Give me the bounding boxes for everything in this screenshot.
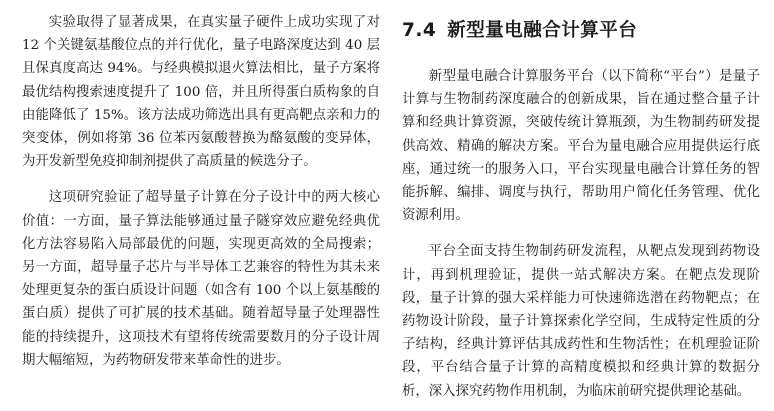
right-column: [402, 0, 760, 403]
left-column: [22, 0, 380, 372]
body-paragraph: 平台全面支持生物制药研发流程，从靶点发现到药物设计，再到机理验证，提供一站式解决方案。在靶点发现阶段，量子计算的强大采样能力可快速筛选潜在药物靶点；在药物设计阶段，量子计算探索化学空间，生成特定性质的分子结构，经典计算评估其成药性和生物活性；在机理验证阶段，平台结合量子计算的高精度模拟和经典计算的数据分析，深入探究药物作用机制，为临床前研究提供理论基础。: [402, 244, 760, 399]
body-paragraph: 新型量电融合计算服务平台（以下简称“平台”）是量子计算与生物制药深度融合的创新成果，旨在通过整合量子计算和经典计算资源，突破传统计算瓶颈，为生物制药研发提供高效、精确的解决方案。平台为量电融合应用提供运行底座，通过统一的服务入口，平台实现量电融合计算任务的智能拆解、编排、调度与执行，帮助用户简化任务管理、优化资源利用。: [402, 69, 760, 224]
section-number: 7.4: [402, 20, 437, 41]
body-paragraph: 实验取得了显著成果，在真实量子硬件上成功实现了对 12 个关键氨基酸位点的并行优化，量子电路深度达到 40 层且保真度高达 94%。与经典模拟退火算法相比，量子方案将最优结构搜索速度提升了 100 倍，并且所得蛋白质构象的自由能降低了 15%。该方法成功筛选出具有更高靶点亲和力的突变体，例如将第 36 位苯丙氨酸替换为酪氨酸的变异体，为开发新型免疫抑制剂提供了高质量的候选分子。: [22, 15, 380, 170]
section-heading: [402, 18, 760, 44]
body-paragraph: 这项研究验证了超导量子计算在分子设计中的两大核心价值：一方面，量子算法能够通过量子隧穿效应避免经典优化方法容易陷入局部最优的问题，实现更高效的全局搜索；另一方面，超导量子芯片与半导体工艺兼容的特性为其未来处理更复杂的蛋白质设计问题（如含有 100 个以上氨基酸的蛋白质）提供了可扩展的技术基础。随着超导量子处理器性能的持续提升，这项技术有望将传统需要数月的分子设计周期大幅缩短，为药物研发带来革命性的进步。: [22, 190, 380, 368]
section-title: 新型量电融合计算平台: [447, 20, 638, 41]
